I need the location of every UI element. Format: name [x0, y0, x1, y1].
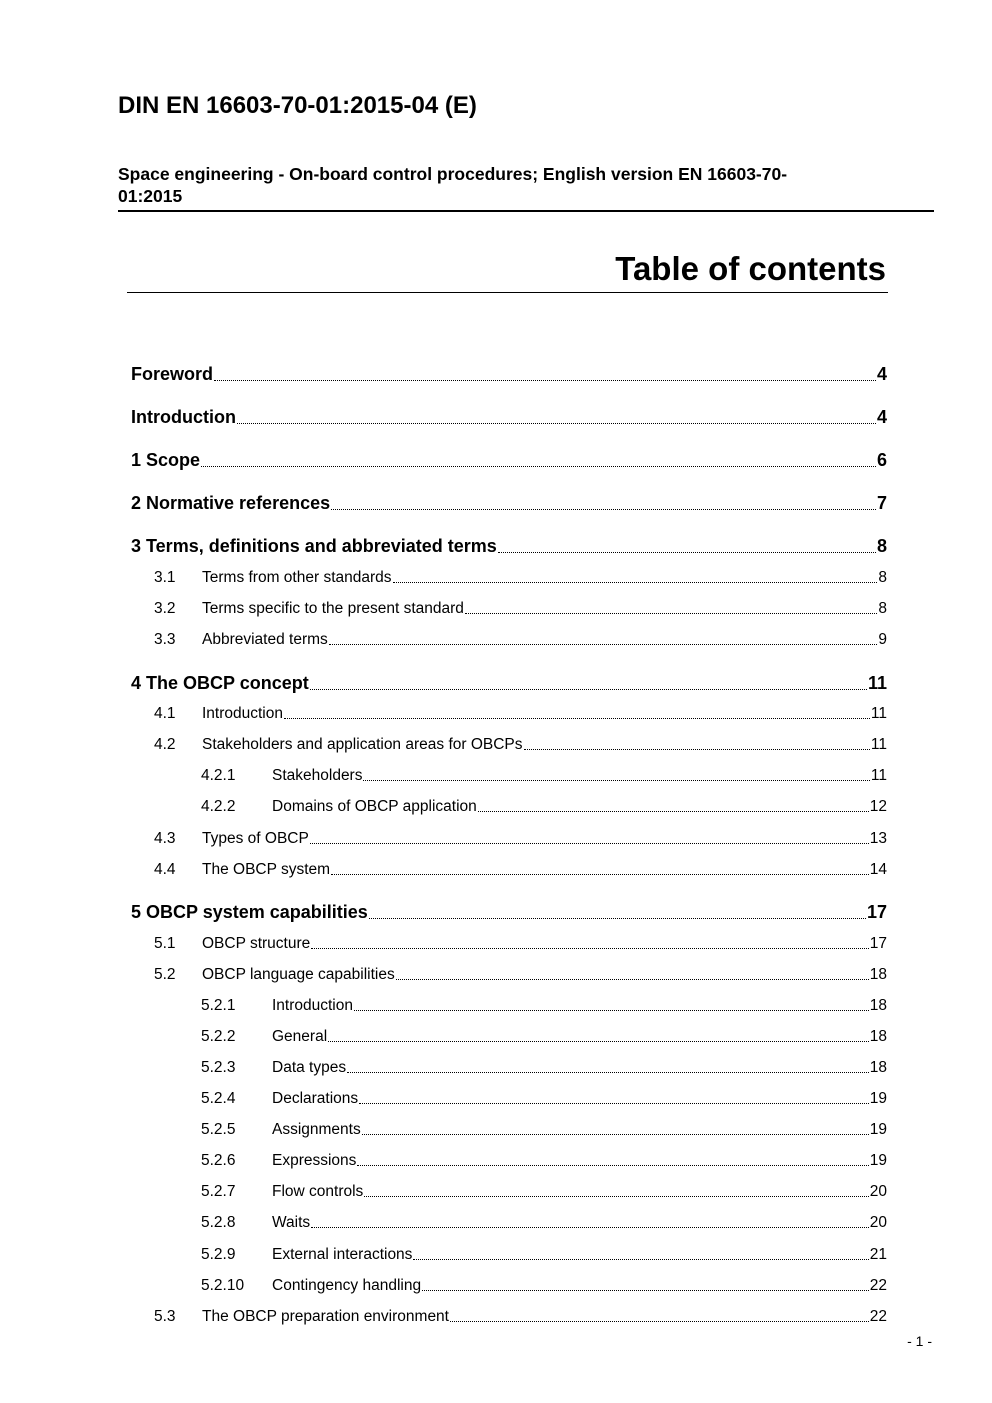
toc-entry-page: 7	[876, 493, 887, 513]
toc-entry-title: Assignments	[272, 1121, 361, 1138]
toc-entry-title: Types of OBCP	[202, 830, 309, 847]
toc-entry-page: 18	[869, 1028, 887, 1045]
toc-entry-number: 5.2.4	[201, 1090, 236, 1107]
toc-entry-page: 6	[876, 450, 887, 470]
toc-entry-title: OBCP language capabilities	[202, 966, 395, 983]
toc-dot-leader	[498, 552, 876, 553]
toc-entry-number: 4.1	[154, 705, 176, 722]
toc-entry[interactable]	[201, 1183, 887, 1201]
toc-entry-number: 4.3	[154, 830, 176, 847]
toc-dot-leader	[359, 1103, 869, 1104]
toc-entry[interactable]	[201, 1246, 887, 1264]
toc-entry[interactable]	[131, 407, 887, 428]
toc-heading: Table of contents	[615, 250, 886, 287]
toc-entry-page: 22	[869, 1308, 887, 1325]
toc-entry-number: 4.4	[154, 861, 176, 878]
toc-entry-number: 3	[131, 536, 142, 556]
toc-entry[interactable]	[201, 1028, 887, 1046]
toc-entry-number: 1	[131, 450, 142, 470]
toc-entry[interactable]	[154, 631, 887, 649]
toc-entry-page: 12	[869, 798, 887, 815]
toc-entry-number: 5.3	[154, 1308, 176, 1325]
toc-dot-leader	[364, 1196, 868, 1197]
toc-entry[interactable]	[201, 798, 887, 816]
toc-entry-number: 5.2.5	[201, 1121, 236, 1138]
toc-entry[interactable]	[131, 536, 887, 557]
toc-entry[interactable]	[201, 1214, 887, 1232]
toc-dot-leader	[311, 1227, 869, 1228]
subtitle-line-2: 01:2015	[118, 186, 183, 206]
toc-dot-leader	[357, 1165, 868, 1166]
toc-entry-page: 18	[869, 1059, 887, 1076]
toc-entry-title: Domains of OBCP application	[272, 798, 477, 815]
toc-entry[interactable]	[201, 1121, 887, 1139]
toc-entry-title: Flow controls	[272, 1183, 364, 1200]
toc-dot-leader	[237, 423, 876, 424]
toc-entry[interactable]	[201, 1277, 887, 1295]
toc-entry-title: Expressions	[272, 1152, 357, 1169]
toc-entry-page: 8	[878, 569, 887, 586]
toc-entry-number: 5.2.7	[201, 1183, 236, 1200]
toc-entry[interactable]	[201, 1152, 887, 1170]
toc-dot-leader	[328, 1041, 869, 1042]
toc-entry-number: 4.2.2	[201, 798, 236, 815]
toc-entry-page: 20	[869, 1183, 887, 1200]
toc-dot-leader	[310, 843, 869, 844]
toc-entry-title: General	[272, 1028, 328, 1045]
toc-entry-number: 5	[131, 902, 142, 922]
toc-entry-page: 4	[876, 364, 887, 384]
toc-entry-page: 9	[878, 631, 887, 648]
toc-entry[interactable]	[154, 861, 887, 879]
toc-entry-number: 4.2.1	[201, 767, 236, 784]
toc-entry-title: Terms specific to the present standard	[202, 600, 464, 617]
toc-entry-page: 4	[876, 407, 887, 427]
toc-entry-page: 19	[869, 1121, 887, 1138]
toc-entry-page: 21	[869, 1246, 887, 1263]
toc-dot-leader	[354, 1010, 869, 1011]
toc-entry-title: The OBCP preparation environment	[202, 1308, 449, 1325]
toc-entry-title: OBCP system capabilities	[146, 902, 368, 922]
toc-entry[interactable]	[154, 705, 887, 723]
toc-entry-page: 11	[870, 705, 887, 722]
toc-entry-number: 5.1	[154, 935, 176, 952]
toc-entry[interactable]	[154, 736, 887, 754]
toc-entry[interactable]	[131, 493, 887, 514]
toc-entry-title: Introduction	[272, 997, 353, 1014]
toc-entry[interactable]	[154, 966, 887, 984]
toc-dot-leader	[214, 380, 876, 381]
toc-dot-leader	[396, 979, 869, 980]
subtitle-line-1: Space engineering - On-board control procedures; English version EN 16603-70-	[118, 164, 788, 184]
toc-entry-number: 5.2.3	[201, 1059, 236, 1076]
toc-entry-page: 13	[869, 830, 887, 847]
toc-entry-title: Stakeholders	[272, 767, 363, 784]
toc-dot-leader	[450, 1321, 869, 1322]
toc-entry-title: Stakeholders and application areas for OBCPs	[202, 736, 523, 753]
toc-entry-title: Introduction	[131, 407, 236, 427]
toc-entry-number: 3.2	[154, 600, 176, 617]
toc-dot-leader	[329, 644, 878, 645]
toc-entry-title: Waits	[272, 1214, 311, 1231]
toc-entry[interactable]	[131, 364, 887, 385]
toc-entry-title: External interactions	[272, 1246, 413, 1263]
toc-entry-title: Foreword	[131, 364, 214, 384]
toc-entry-page: 19	[869, 1152, 887, 1169]
toc-entry[interactable]	[154, 600, 887, 618]
toc-entry-title: Introduction	[202, 705, 283, 722]
toc-entry-title: Terms from other standards	[202, 569, 392, 586]
toc-dot-leader	[311, 948, 868, 949]
toc-dot-leader	[422, 1290, 869, 1291]
toc-entry-number: 2	[131, 493, 142, 513]
toc-entry-page: 18	[869, 997, 887, 1014]
toc-entry-page: 17	[869, 935, 887, 952]
toc-entry-number: 4	[131, 673, 142, 693]
toc-entry-number: 3.1	[154, 569, 176, 586]
toc-dot-leader	[393, 582, 878, 583]
toc-entry-number: 4.2	[154, 736, 176, 753]
toc-dot-leader	[413, 1259, 868, 1260]
toc-entry[interactable]	[154, 569, 887, 587]
toc-entry-number: 5.2.2	[201, 1028, 236, 1045]
toc-entry-page: 18	[869, 966, 887, 983]
toc-dot-leader	[524, 749, 870, 750]
toc-dot-leader	[369, 918, 866, 919]
toc-entry-title: Normative references	[146, 493, 331, 513]
toc-entry-page: 8	[878, 600, 887, 617]
toc-dot-leader	[362, 1134, 869, 1135]
toc-entry-title: Abbreviated terms	[202, 631, 328, 648]
toc-entry-number: 5.2.9	[201, 1246, 236, 1263]
toc-entry-page: 19	[869, 1090, 887, 1107]
toc-entry-title: The OBCP concept	[146, 673, 309, 693]
toc-entry-page: 11	[867, 673, 887, 693]
toc-dot-leader	[478, 811, 869, 812]
toc-entry-title: OBCP structure	[202, 935, 311, 952]
toc-entry-number: 5.2	[154, 966, 176, 983]
toc-dot-leader	[284, 718, 870, 719]
toc-dot-leader	[310, 689, 867, 690]
toc-entry[interactable]	[201, 1090, 887, 1108]
toc-dot-leader	[331, 509, 876, 510]
toc-entry-page: 22	[869, 1277, 887, 1294]
toc-dot-leader	[465, 613, 877, 614]
toc-entry-page: 17	[866, 902, 887, 922]
toc-entry-page: 11	[870, 736, 887, 753]
toc-dot-leader	[347, 1072, 869, 1073]
toc-entry-title: Contingency handling	[272, 1277, 422, 1294]
toc-entry-page: 11	[870, 767, 887, 784]
toc-entry-number: 5.2.1	[201, 997, 236, 1014]
toc-dot-leader	[201, 466, 876, 467]
page-number: - 1 -	[907, 1333, 932, 1349]
toc-entry[interactable]	[154, 830, 887, 848]
toc-entry-title: Declarations	[272, 1090, 359, 1107]
toc-entry[interactable]	[154, 1308, 887, 1326]
toc-entry-title: Terms, definitions and abbreviated terms	[146, 536, 497, 556]
toc-entry-page: 20	[869, 1214, 887, 1231]
toc-dot-leader	[363, 780, 869, 781]
toc-entry-title: Data types	[272, 1059, 347, 1076]
toc-entry[interactable]	[131, 673, 887, 694]
toc-entry-page: 14	[869, 861, 887, 878]
document-id: DIN EN 16603-70-01:2015-04 (E)	[118, 92, 477, 119]
toc-entry[interactable]	[131, 902, 887, 923]
toc-entry-title: The OBCP system	[202, 861, 331, 878]
toc-entry[interactable]	[201, 1059, 887, 1077]
toc-entry-page: 8	[876, 536, 887, 556]
toc-entry-title: Scope	[146, 450, 201, 470]
toc-entry[interactable]	[154, 935, 887, 953]
toc-entry-number: 5.2.10	[201, 1277, 245, 1294]
toc-entry[interactable]	[201, 997, 887, 1015]
toc-entry[interactable]	[201, 767, 887, 785]
toc-entry-number: 5.2.8	[201, 1214, 236, 1231]
toc-entry-number: 3.3	[154, 631, 176, 648]
toc-entry[interactable]	[131, 450, 887, 471]
toc-dot-leader	[331, 874, 869, 875]
toc-entry-number: 5.2.6	[201, 1152, 236, 1169]
